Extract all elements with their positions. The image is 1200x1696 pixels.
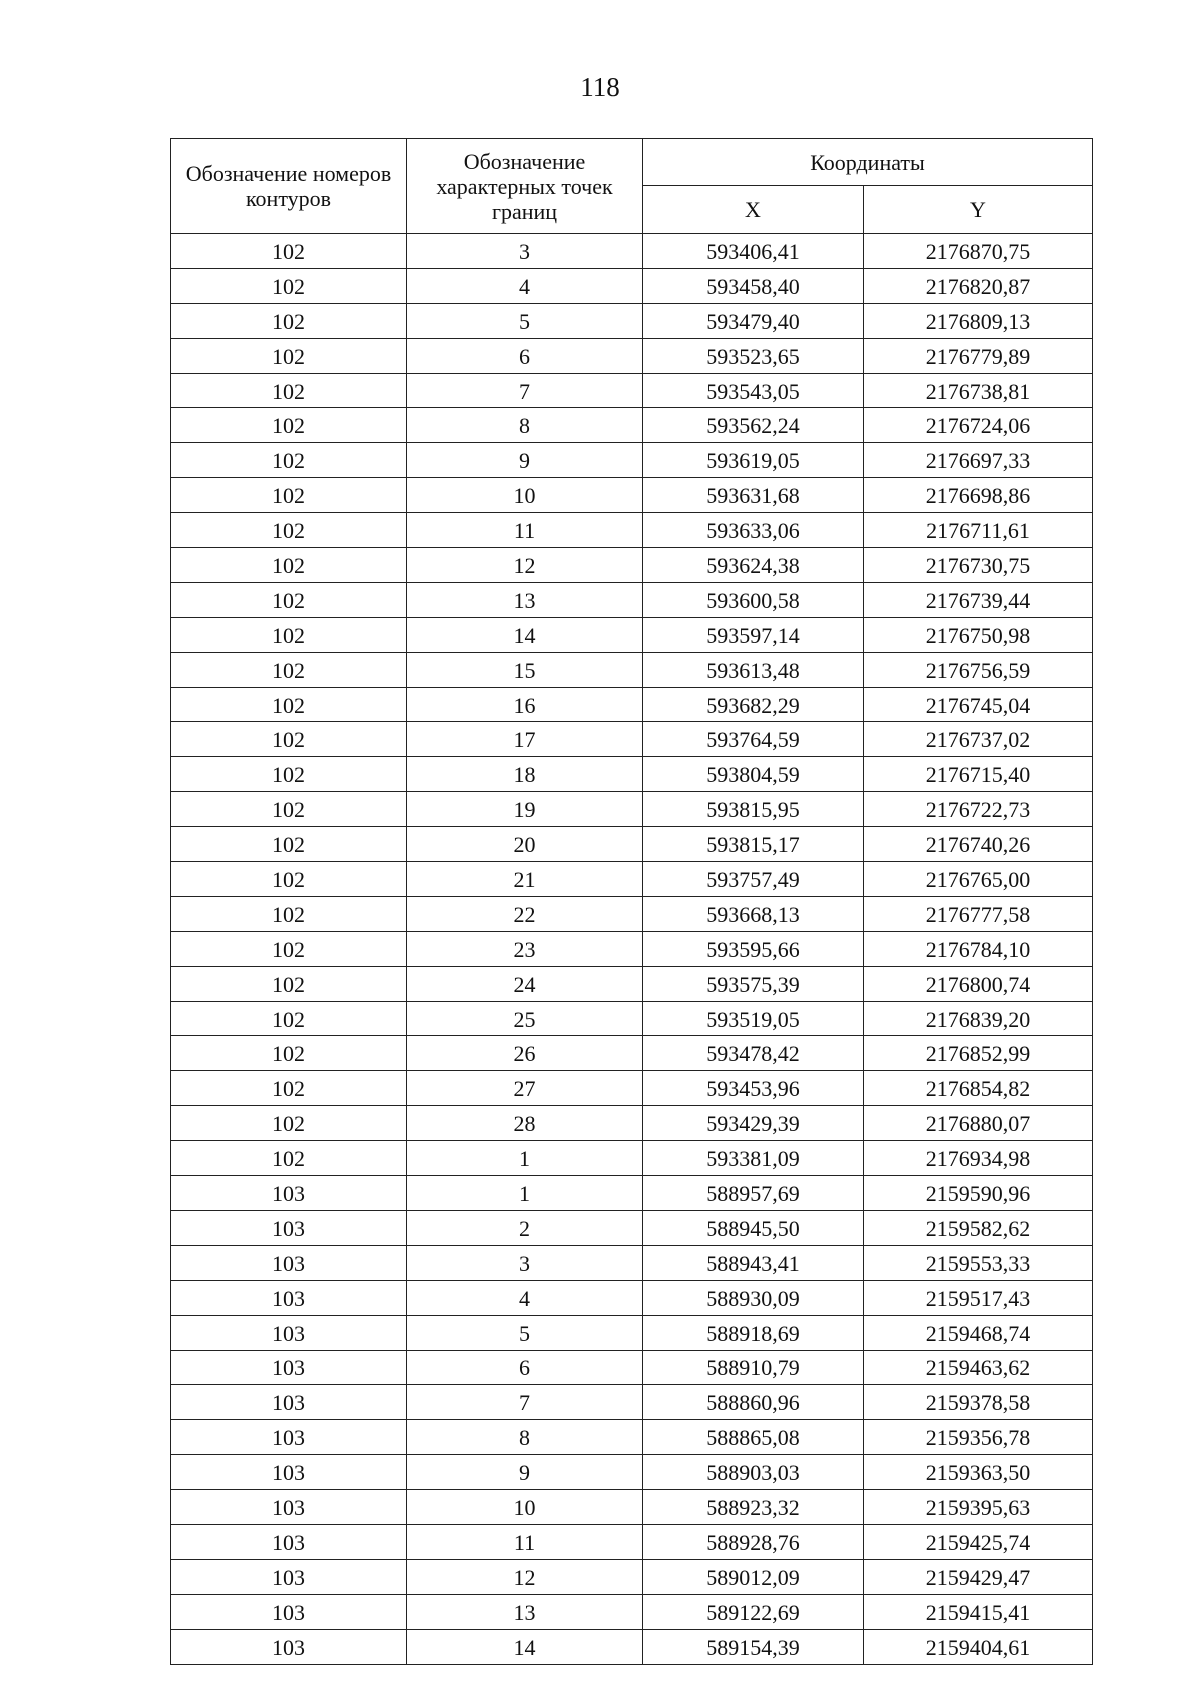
cell-x: 593595,66	[643, 931, 864, 966]
cell-y: 2159590,96	[864, 1176, 1093, 1211]
cell-y: 2159463,62	[864, 1350, 1093, 1385]
cell-contour: 103	[171, 1490, 407, 1525]
cell-point: 12	[407, 548, 643, 583]
cell-x: 593600,58	[643, 582, 864, 617]
cell-y: 2159404,61	[864, 1629, 1093, 1664]
cell-contour: 103	[171, 1280, 407, 1315]
cell-x: 593624,38	[643, 548, 864, 583]
table-row	[171, 1629, 1093, 1664]
cell-contour: 102	[171, 1036, 407, 1071]
cell-y: 2176852,99	[864, 1036, 1093, 1071]
cell-contour: 103	[171, 1629, 407, 1664]
cell-y: 2176737,02	[864, 722, 1093, 757]
table-row	[171, 478, 1093, 513]
cell-point: 1	[407, 1176, 643, 1211]
cell-contour: 102	[171, 478, 407, 513]
cell-point: 19	[407, 792, 643, 827]
table-row	[171, 1001, 1093, 1036]
cell-contour: 103	[171, 1350, 407, 1385]
cell-y: 2159429,47	[864, 1559, 1093, 1594]
table-row	[171, 1490, 1093, 1525]
cell-contour: 102	[171, 792, 407, 827]
cell-point: 23	[407, 931, 643, 966]
cell-y: 2176809,13	[864, 303, 1093, 338]
cell-y: 2159553,33	[864, 1245, 1093, 1280]
cell-point: 13	[407, 582, 643, 617]
cell-point: 15	[407, 652, 643, 687]
table-row	[171, 966, 1093, 1001]
cell-y: 2176715,40	[864, 757, 1093, 792]
table-row	[171, 617, 1093, 652]
table-row	[171, 792, 1093, 827]
cell-point: 17	[407, 722, 643, 757]
cell-x: 593757,49	[643, 862, 864, 897]
cell-y: 2176854,82	[864, 1071, 1093, 1106]
cell-y: 2176756,59	[864, 652, 1093, 687]
cell-x: 593406,41	[643, 234, 864, 269]
table-row	[171, 234, 1093, 269]
table-row	[171, 1594, 1093, 1629]
table-row	[171, 896, 1093, 931]
table-row	[171, 827, 1093, 862]
cell-point: 5	[407, 1315, 643, 1350]
cell-x: 588910,79	[643, 1350, 864, 1385]
cell-contour: 103	[171, 1594, 407, 1629]
cell-contour: 102	[171, 268, 407, 303]
table-row	[171, 722, 1093, 757]
cell-point: 12	[407, 1559, 643, 1594]
cell-point: 11	[407, 513, 643, 548]
coordinates-table	[170, 138, 1093, 1665]
cell-contour: 102	[171, 687, 407, 722]
cell-x: 593429,39	[643, 1106, 864, 1141]
cell-x: 593815,95	[643, 792, 864, 827]
cell-y: 2176698,86	[864, 478, 1093, 513]
table-row	[171, 1420, 1093, 1455]
cell-x: 593453,96	[643, 1071, 864, 1106]
table-row	[171, 582, 1093, 617]
cell-point: 28	[407, 1106, 643, 1141]
table-row	[171, 1141, 1093, 1176]
cell-contour: 103	[171, 1245, 407, 1280]
cell-x: 588943,41	[643, 1245, 864, 1280]
table-row	[171, 1280, 1093, 1315]
cell-y: 2176730,75	[864, 548, 1093, 583]
cell-y: 2176711,61	[864, 513, 1093, 548]
cell-point: 25	[407, 1001, 643, 1036]
cell-point: 22	[407, 896, 643, 931]
cell-contour: 103	[171, 1210, 407, 1245]
cell-point: 11	[407, 1524, 643, 1559]
header-point: Обозначение характерных точек границ	[407, 139, 643, 234]
cell-y: 2159363,50	[864, 1455, 1093, 1490]
cell-contour: 102	[171, 548, 407, 583]
page-number: 118	[580, 72, 620, 102]
cell-contour: 102	[171, 408, 407, 443]
cell-contour: 102	[171, 652, 407, 687]
cell-y: 2176745,04	[864, 687, 1093, 722]
cell-point: 10	[407, 1490, 643, 1525]
table-row	[171, 1385, 1093, 1420]
cell-x: 588957,69	[643, 1176, 864, 1211]
cell-x: 593631,68	[643, 478, 864, 513]
table-row	[171, 1106, 1093, 1141]
cell-contour: 103	[171, 1315, 407, 1350]
cell-y: 2176870,75	[864, 234, 1093, 269]
cell-point: 24	[407, 966, 643, 1001]
cell-contour: 102	[171, 757, 407, 792]
cell-y: 2159378,58	[864, 1385, 1093, 1420]
table-row	[171, 268, 1093, 303]
table-row	[171, 862, 1093, 897]
cell-contour: 102	[171, 966, 407, 1001]
cell-x: 593619,05	[643, 443, 864, 478]
cell-y: 2176724,06	[864, 408, 1093, 443]
header-contour: Обозначение номеров контуров	[171, 139, 407, 234]
cell-y: 2176934,98	[864, 1141, 1093, 1176]
table-row	[171, 1176, 1093, 1211]
cell-x: 593523,65	[643, 338, 864, 373]
cell-contour: 102	[171, 931, 407, 966]
cell-contour: 103	[171, 1176, 407, 1211]
cell-contour: 102	[171, 338, 407, 373]
cell-contour: 103	[171, 1559, 407, 1594]
cell-point: 26	[407, 1036, 643, 1071]
cell-point: 1	[407, 1141, 643, 1176]
cell-contour: 102	[171, 862, 407, 897]
cell-point: 5	[407, 303, 643, 338]
cell-point: 7	[407, 1385, 643, 1420]
cell-y: 2176740,26	[864, 827, 1093, 862]
cell-point: 4	[407, 268, 643, 303]
cell-point: 10	[407, 478, 643, 513]
cell-x: 588945,50	[643, 1210, 864, 1245]
header-coordinates: Координаты	[643, 139, 1093, 186]
cell-y: 2176839,20	[864, 1001, 1093, 1036]
cell-y: 2176777,58	[864, 896, 1093, 931]
table-row	[171, 931, 1093, 966]
header-x: X	[643, 186, 864, 234]
cell-point: 6	[407, 1350, 643, 1385]
cell-point: 27	[407, 1071, 643, 1106]
cell-contour: 102	[171, 1106, 407, 1141]
cell-x: 593562,24	[643, 408, 864, 443]
cell-y: 2159468,74	[864, 1315, 1093, 1350]
cell-contour: 103	[171, 1524, 407, 1559]
cell-x: 589012,09	[643, 1559, 864, 1594]
table-row	[171, 303, 1093, 338]
table-row	[171, 1071, 1093, 1106]
cell-y: 2176800,74	[864, 966, 1093, 1001]
cell-contour: 102	[171, 303, 407, 338]
cell-x: 588928,76	[643, 1524, 864, 1559]
cell-point: 3	[407, 234, 643, 269]
cell-point: 9	[407, 1455, 643, 1490]
cell-y: 2176739,44	[864, 582, 1093, 617]
cell-point: 16	[407, 687, 643, 722]
cell-x: 593519,05	[643, 1001, 864, 1036]
header-y: Y	[864, 186, 1093, 234]
table-row	[171, 1455, 1093, 1490]
cell-y: 2159356,78	[864, 1420, 1093, 1455]
cell-x: 588865,08	[643, 1420, 864, 1455]
table-row	[171, 373, 1093, 408]
table-row	[171, 687, 1093, 722]
cell-y: 2159517,43	[864, 1280, 1093, 1315]
cell-contour: 102	[171, 443, 407, 478]
cell-x: 588923,32	[643, 1490, 864, 1525]
cell-contour: 102	[171, 234, 407, 269]
table-row	[171, 513, 1093, 548]
cell-y: 2176880,07	[864, 1106, 1093, 1141]
cell-x: 593815,17	[643, 827, 864, 862]
table-row	[171, 1036, 1093, 1071]
cell-x: 588903,03	[643, 1455, 864, 1490]
cell-x: 593633,06	[643, 513, 864, 548]
table-row	[171, 443, 1093, 478]
cell-contour: 102	[171, 896, 407, 931]
cell-y: 2176779,89	[864, 338, 1093, 373]
cell-contour: 102	[171, 582, 407, 617]
cell-contour: 102	[171, 373, 407, 408]
cell-point: 18	[407, 757, 643, 792]
table-row	[171, 652, 1093, 687]
cell-point: 13	[407, 1594, 643, 1629]
cell-y: 2176738,81	[864, 373, 1093, 408]
cell-contour: 103	[171, 1455, 407, 1490]
cell-x: 593458,40	[643, 268, 864, 303]
cell-x: 593575,39	[643, 966, 864, 1001]
cell-contour: 102	[171, 827, 407, 862]
cell-y: 2176820,87	[864, 268, 1093, 303]
cell-contour: 102	[171, 617, 407, 652]
cell-x: 588918,69	[643, 1315, 864, 1350]
cell-contour: 103	[171, 1385, 407, 1420]
table-row	[171, 1559, 1093, 1594]
cell-x: 589154,39	[643, 1629, 864, 1664]
cell-x: 593381,09	[643, 1141, 864, 1176]
cell-x: 588860,96	[643, 1385, 864, 1420]
cell-x: 593613,48	[643, 652, 864, 687]
cell-y: 2159395,63	[864, 1490, 1093, 1525]
table-row	[171, 1315, 1093, 1350]
cell-y: 2176722,73	[864, 792, 1093, 827]
cell-x: 593597,14	[643, 617, 864, 652]
cell-y: 2159582,62	[864, 1210, 1093, 1245]
cell-x: 588930,09	[643, 1280, 864, 1315]
header-row-main	[171, 139, 1093, 186]
table-row	[171, 338, 1093, 373]
cell-y: 2176750,98	[864, 617, 1093, 652]
cell-point: 7	[407, 373, 643, 408]
cell-x: 593479,40	[643, 303, 864, 338]
cell-point: 3	[407, 1245, 643, 1280]
table-row	[171, 1245, 1093, 1280]
cell-point: 2	[407, 1210, 643, 1245]
cell-contour: 103	[171, 1420, 407, 1455]
cell-point: 21	[407, 862, 643, 897]
cell-contour: 102	[171, 513, 407, 548]
cell-contour: 102	[171, 1141, 407, 1176]
table-row	[171, 1524, 1093, 1559]
table-body	[171, 234, 1093, 1665]
cell-x: 593764,59	[643, 722, 864, 757]
cell-point: 14	[407, 1629, 643, 1664]
cell-point: 9	[407, 443, 643, 478]
cell-contour: 102	[171, 722, 407, 757]
cell-point: 6	[407, 338, 643, 373]
cell-contour: 102	[171, 1071, 407, 1106]
cell-x: 589122,69	[643, 1594, 864, 1629]
cell-y: 2159425,74	[864, 1524, 1093, 1559]
cell-x: 593668,13	[643, 896, 864, 931]
table-header	[171, 139, 1093, 234]
cell-point: 4	[407, 1280, 643, 1315]
table-row	[171, 548, 1093, 583]
cell-point: 8	[407, 1420, 643, 1455]
cell-contour: 102	[171, 1001, 407, 1036]
table-row	[171, 1350, 1093, 1385]
cell-point: 14	[407, 617, 643, 652]
cell-point: 20	[407, 827, 643, 862]
cell-x: 593543,05	[643, 373, 864, 408]
table-row	[171, 757, 1093, 792]
cell-x: 593682,29	[643, 687, 864, 722]
cell-x: 593478,42	[643, 1036, 864, 1071]
cell-y: 2176697,33	[864, 443, 1093, 478]
cell-y: 2176765,00	[864, 862, 1093, 897]
cell-x: 593804,59	[643, 757, 864, 792]
cell-y: 2159415,41	[864, 1594, 1093, 1629]
cell-y: 2176784,10	[864, 931, 1093, 966]
table-row	[171, 408, 1093, 443]
table-row	[171, 1210, 1093, 1245]
cell-point: 8	[407, 408, 643, 443]
